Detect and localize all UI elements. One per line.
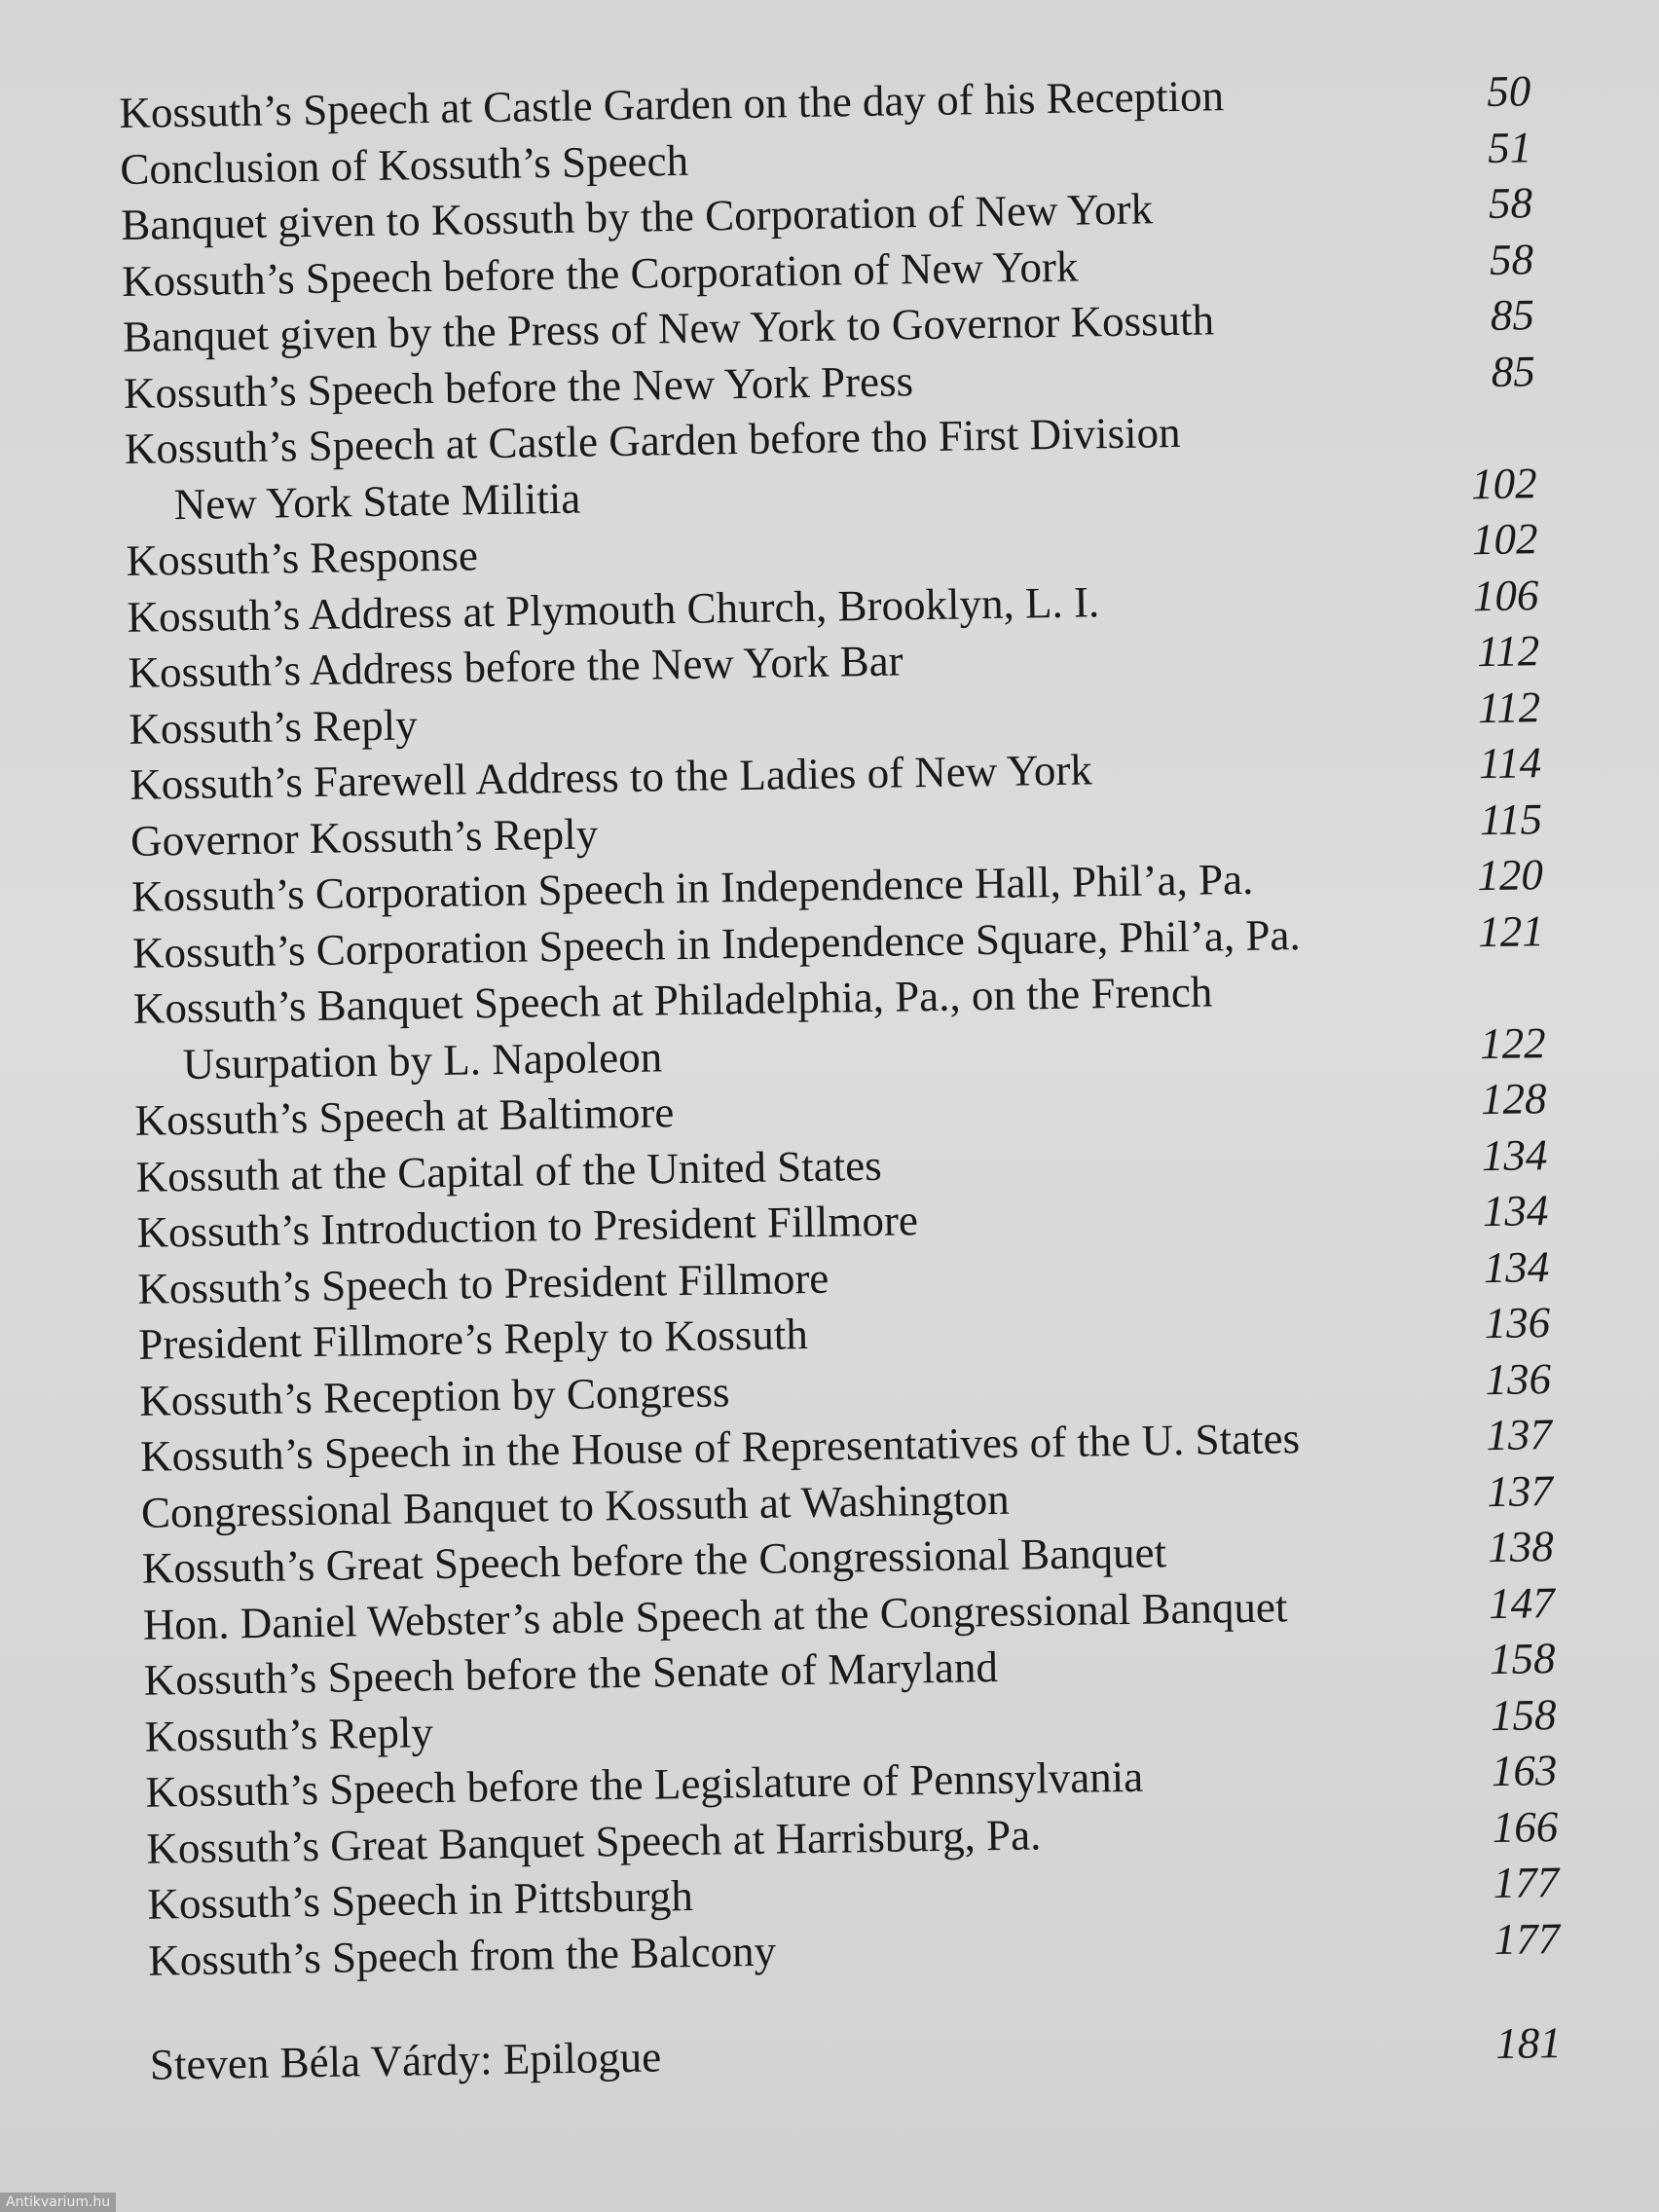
toc-entry-title: Banquet given by the Press of New York to Governor Kossuth (122, 295, 1215, 361)
toc-entry-title: President Fillmore’s Reply to Kossuth (137, 1309, 809, 1369)
toc-entry-title: Kossuth’s Great Speech before the Congressional Banquet (141, 1528, 1167, 1593)
toc-entry-page-number: 120 (1477, 850, 1544, 901)
toc-entry-title: Kossuth’s Corporation Speech in Independence Square, Phil’a, Pa. (131, 909, 1301, 977)
toc-entry-page-number: 122 (1479, 1017, 1547, 1068)
toc-entry-page-number: 134 (1483, 1241, 1550, 1292)
toc-entry-page-number: 158 (1489, 1634, 1556, 1684)
toc-entry-title: Kossuth at the Capital of the United States (135, 1140, 883, 1201)
toc-entry-page-number: 112 (1477, 682, 1541, 732)
toc-entry-page-number: 85 (1490, 290, 1535, 340)
toc-entry-title: Congressional Banquet to Kossuth at Washington (140, 1474, 1011, 1537)
toc-entry-page-number: 115 (1479, 793, 1543, 844)
toc-entry-title: Governor Kossuth’s Reply (129, 808, 599, 866)
toc-entry-page-number: 166 (1492, 1801, 1559, 1852)
toc-entry-title: Kossuth’s Speech to President Fillmore (137, 1253, 830, 1313)
toc-entry-page-number: 181 (1494, 2017, 1563, 2069)
toc-entry-page-number: 158 (1490, 1689, 1557, 1740)
toc-entry-title: Banquet given to Kossuth by the Corporation of New York (120, 184, 1154, 249)
toc-entry-title: Steven Béla Várdy: Epilogue (149, 2032, 662, 2089)
toc-entry-title: Kossuth’s Reply (128, 699, 419, 754)
toc-entry-title: Kossuth’s Speech before the Senate of Maryland (143, 1642, 999, 1705)
toc-entry-title: Kossuth’s Speech before the Legislature of Pennsylvania (145, 1751, 1144, 1817)
toc-entry-title: Kossuth’s Speech before the Corporation of New York (121, 241, 1079, 306)
toc-entry-title: Usurpation by L. Napoleon (182, 1031, 663, 1088)
toc-entry-page-number: 138 (1487, 1522, 1555, 1572)
toc-entry-page-number: 177 (1493, 1857, 1560, 1908)
toc-entry-page-number: 114 (1478, 738, 1542, 789)
toc-entry-page-number: 58 (1488, 178, 1533, 228)
toc-entry-title: Kossuth’s Response (126, 531, 479, 585)
toc-entry-page-number: 112 (1476, 626, 1540, 677)
toc-entry-page-number: 137 (1486, 1465, 1554, 1516)
toc-entry-page-number: 136 (1485, 1353, 1552, 1404)
toc-entry-page-number: 147 (1488, 1577, 1556, 1628)
toc-entry-title: New York State Militia (173, 473, 581, 529)
toc-entry-title: Kossuth’s Banquet Speech at Philadelphia, Pa., on the French (132, 967, 1213, 1033)
toc-entry-title: Kossuth’s Corporation Speech in Independence Hall, Phil’a, Pa. (130, 854, 1254, 921)
toc-entry-title: Kossuth’s Farewell Address to the Ladies of New York (129, 745, 1093, 809)
toc-entry-page-number: 134 (1481, 1129, 1548, 1180)
toc-entry-page-number: 58 (1489, 234, 1534, 284)
toc-entry-page-number: 50 (1486, 66, 1531, 116)
toc-entry-page-number: 136 (1484, 1298, 1551, 1348)
toc-entry-page-number: 137 (1486, 1410, 1553, 1460)
toc-entry-page-number: 51 (1487, 122, 1532, 172)
toc-entry-page-number: 177 (1493, 1913, 1561, 1964)
toc-entry-title: Kossuth’s Speech at Baltimore (134, 1088, 675, 1145)
toc-entry-page-number: 121 (1477, 905, 1545, 956)
toc-entry-page-number: 102 (1470, 458, 1537, 508)
toc-entry-title: Kossuth’s Speech before the New York Press (123, 355, 914, 418)
toc-entry-page-number: 85 (1491, 346, 1536, 396)
toc-entry-title: Kossuth’s Speech from the Balcony (147, 1926, 777, 1985)
toc-entry-title: Kossuth’s Address at Plymouth Church, Brooklyn, L. I. (127, 576, 1100, 642)
toc-entry-title: Kossuth’s Introduction to President Fillmore (136, 1196, 919, 1257)
table-of-contents (119, 63, 1562, 2093)
toc-entry-title: Kossuth’s Speech at Castle Garden before tho First Division (124, 407, 1181, 473)
toc-entry-page-number: 163 (1491, 1746, 1558, 1796)
toc-entry-page-number: 102 (1471, 514, 1538, 565)
toc-entry-title: Kossuth’s Speech in Pittsburgh (146, 1870, 694, 1929)
toc-entry-title: Kossuth’s Reception by Congress (138, 1366, 730, 1425)
toc-entry-title: Kossuth’s Reply (144, 1707, 434, 1761)
toc-entry-title: Kossuth’s Address before the New York Bar (128, 636, 903, 697)
toc-entry-title: Kossuth’s Speech at Castle Garden on the day of his Reception (119, 71, 1225, 137)
toc-entry-title: Conclusion of Kossuth’s Speech (119, 135, 689, 194)
toc-entry-title: Kossuth’s Great Banquet Speech at Harrisburg, Pa. (146, 1809, 1042, 1873)
toc-entry-title: Kossuth’s Speech in the House of Representatives of the U. States (139, 1414, 1301, 1481)
toc-entry-page-number: 106 (1472, 570, 1539, 620)
toc-entry-page-number: 134 (1482, 1186, 1549, 1236)
toc-entry-page-number: 128 (1480, 1074, 1547, 1124)
watermark: Antikvarium.hu (0, 2193, 116, 2212)
toc-entry-title: Hon. Daniel Webster’s able Speech at the Congressional Banquet (142, 1581, 1288, 1649)
